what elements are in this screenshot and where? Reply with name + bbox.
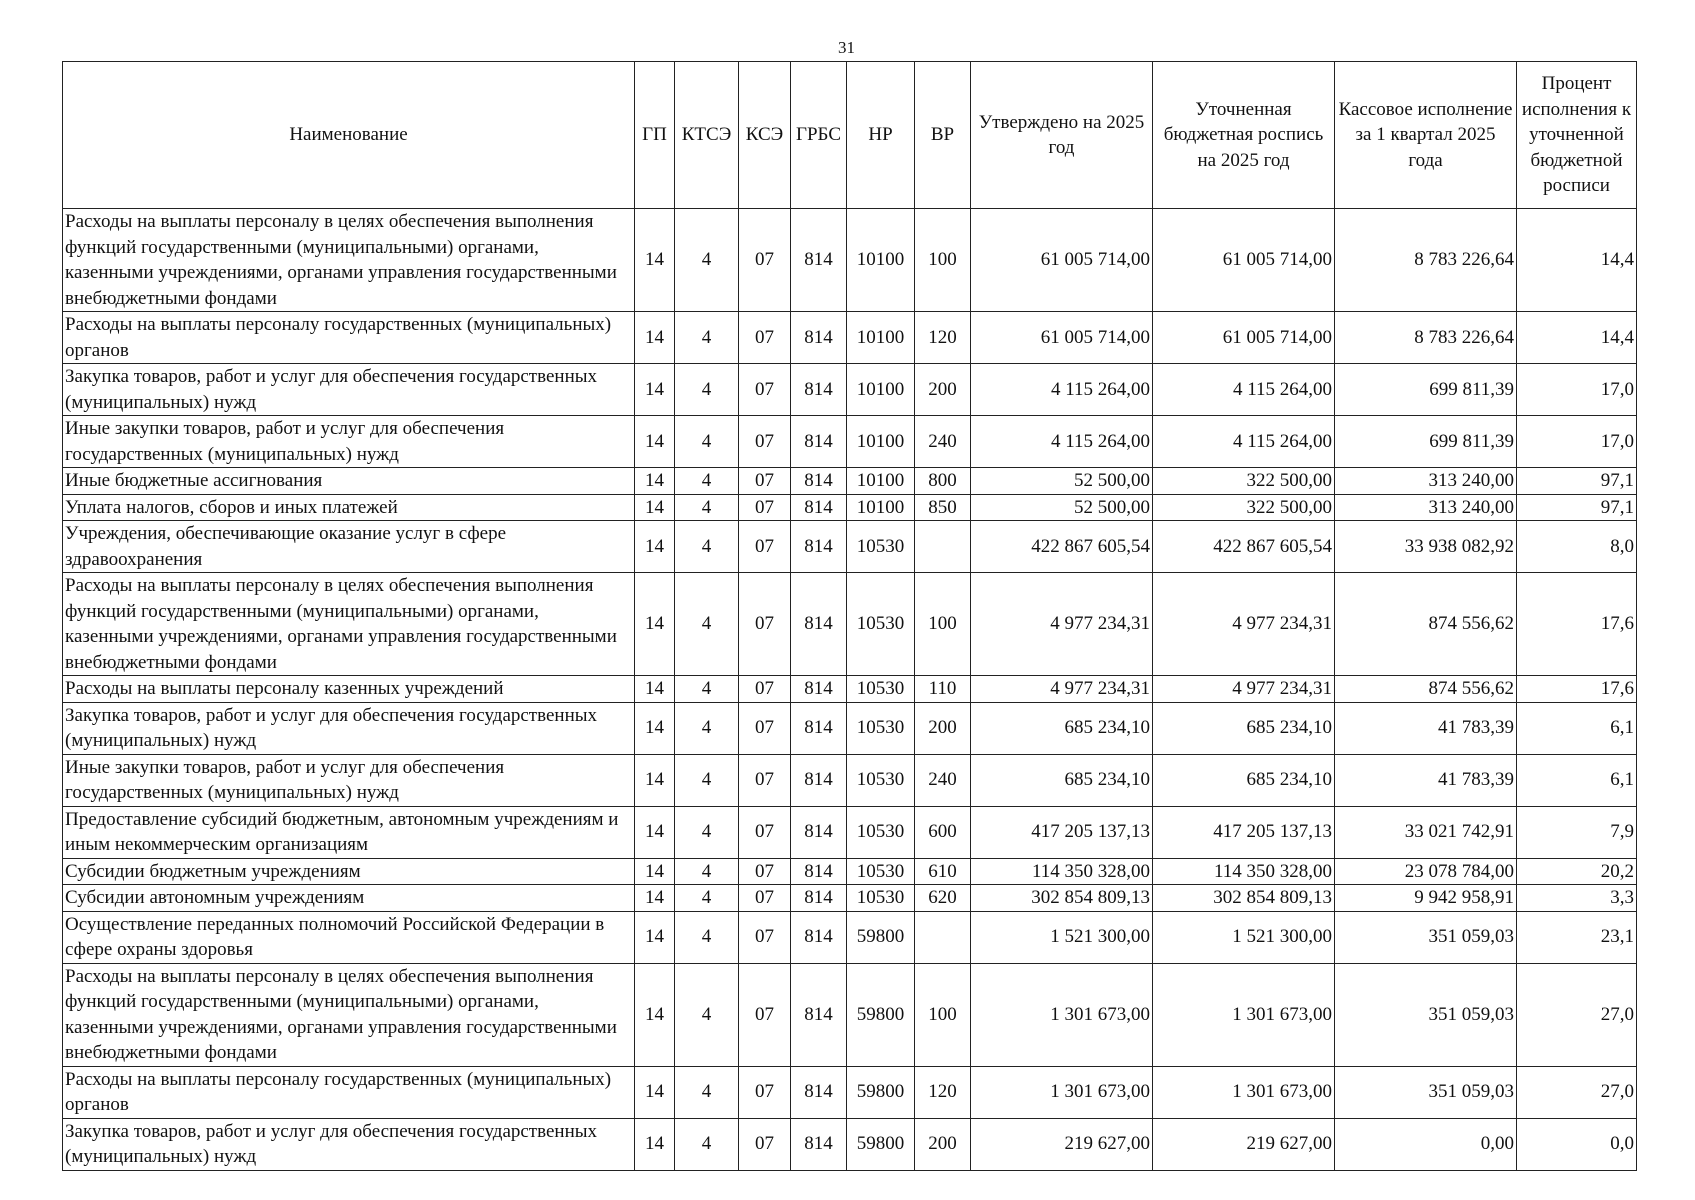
row-gp-cell: 14 <box>635 468 675 495</box>
row-refined-cell: 417 205 137,13 <box>1153 806 1335 858</box>
row-cash-cell: 874 556,62 <box>1335 676 1517 703</box>
table-row <box>63 312 1637 364</box>
row-name-cell: Субсидии бюджетным учреждениям <box>63 858 635 885</box>
row-nr-cell: 10530 <box>847 573 915 676</box>
row-nr-cell: 10100 <box>847 468 915 495</box>
row-nr-cell: 10530 <box>847 521 915 573</box>
row-refined-cell: 1 301 673,00 <box>1153 1066 1335 1118</box>
row-grbs-cell: 814 <box>791 364 847 416</box>
row-approved-cell: 1 301 673,00 <box>971 1066 1153 1118</box>
row-vr-cell <box>915 521 971 573</box>
row-vr-cell: 600 <box>915 806 971 858</box>
row-approved-cell: 417 205 137,13 <box>971 806 1153 858</box>
row-cash-cell: 8 783 226,64 <box>1335 312 1517 364</box>
row-percent-cell: 3,3 <box>1517 885 1637 912</box>
header-nr: НР <box>847 62 915 209</box>
row-cash-cell: 699 811,39 <box>1335 364 1517 416</box>
row-grbs-cell: 814 <box>791 416 847 468</box>
row-percent-cell: 23,1 <box>1517 911 1637 963</box>
row-refined-cell: 61 005 714,00 <box>1153 209 1335 312</box>
row-percent-cell: 97,1 <box>1517 468 1637 495</box>
row-cash-cell: 8 783 226,64 <box>1335 209 1517 312</box>
row-kse-cell: 07 <box>739 1118 791 1170</box>
row-gp-cell: 14 <box>635 1118 675 1170</box>
row-kse-cell: 07 <box>739 209 791 312</box>
row-ktse-cell: 4 <box>675 885 739 912</box>
row-ktse-cell: 4 <box>675 806 739 858</box>
row-grbs-cell: 814 <box>791 468 847 495</box>
row-kse-cell: 07 <box>739 806 791 858</box>
row-cash-cell: 351 059,03 <box>1335 963 1517 1066</box>
row-kse-cell: 07 <box>739 885 791 912</box>
row-approved-cell: 52 500,00 <box>971 494 1153 521</box>
row-grbs-cell: 814 <box>791 209 847 312</box>
row-ktse-cell: 4 <box>675 858 739 885</box>
table-row <box>63 1066 1637 1118</box>
table-row <box>63 468 1637 495</box>
row-name-cell: Расходы на выплаты персоналу в целях обеспечения выполнения функций государственными (муниципальными) органами, казенными учреждениями, органами управления государственными внебюджетными фондами <box>63 573 635 676</box>
row-cash-cell: 41 783,39 <box>1335 754 1517 806</box>
row-approved-cell: 4 977 234,31 <box>971 573 1153 676</box>
row-gp-cell: 14 <box>635 1066 675 1118</box>
row-grbs-cell: 814 <box>791 312 847 364</box>
row-percent-cell: 14,4 <box>1517 209 1637 312</box>
row-gp-cell: 14 <box>635 676 675 703</box>
row-approved-cell: 52 500,00 <box>971 468 1153 495</box>
row-nr-cell: 59800 <box>847 1066 915 1118</box>
row-refined-cell: 4 115 264,00 <box>1153 364 1335 416</box>
row-percent-cell: 20,2 <box>1517 858 1637 885</box>
header-ktse: КТСЭ <box>675 62 739 209</box>
row-percent-cell: 17,0 <box>1517 364 1637 416</box>
row-kse-cell: 07 <box>739 911 791 963</box>
header-refined: Уточненная бюджетная роспись на 2025 год <box>1153 62 1335 209</box>
row-approved-cell: 61 005 714,00 <box>971 209 1153 312</box>
row-nr-cell: 10100 <box>847 494 915 521</box>
table-row <box>63 573 1637 676</box>
row-kse-cell: 07 <box>739 676 791 703</box>
row-kse-cell: 07 <box>739 1066 791 1118</box>
row-vr-cell: 100 <box>915 209 971 312</box>
page-number: 31 <box>838 38 855 57</box>
row-approved-cell: 219 627,00 <box>971 1118 1153 1170</box>
row-kse-cell: 07 <box>739 573 791 676</box>
row-approved-cell: 1 521 300,00 <box>971 911 1153 963</box>
row-kse-cell: 07 <box>739 312 791 364</box>
table-row <box>63 911 1637 963</box>
row-vr-cell <box>915 911 971 963</box>
row-cash-cell: 9 942 958,91 <box>1335 885 1517 912</box>
table-row <box>63 364 1637 416</box>
table-body <box>63 209 1637 1171</box>
row-grbs-cell: 814 <box>791 676 847 703</box>
row-grbs-cell: 814 <box>791 702 847 754</box>
row-gp-cell: 14 <box>635 963 675 1066</box>
row-name-cell: Расходы на выплаты персоналу казенных учреждений <box>63 676 635 703</box>
row-vr-cell: 200 <box>915 702 971 754</box>
row-gp-cell: 14 <box>635 911 675 963</box>
table-row <box>63 885 1637 912</box>
row-ktse-cell: 4 <box>675 521 739 573</box>
row-nr-cell: 59800 <box>847 1118 915 1170</box>
row-nr-cell: 10100 <box>847 209 915 312</box>
row-approved-cell: 114 350 328,00 <box>971 858 1153 885</box>
row-refined-cell: 219 627,00 <box>1153 1118 1335 1170</box>
row-ktse-cell: 4 <box>675 1066 739 1118</box>
row-ktse-cell: 4 <box>675 911 739 963</box>
row-vr-cell: 100 <box>915 963 971 1066</box>
row-vr-cell: 800 <box>915 468 971 495</box>
row-ktse-cell: 4 <box>675 702 739 754</box>
table-row <box>63 1118 1637 1170</box>
row-refined-cell: 114 350 328,00 <box>1153 858 1335 885</box>
row-name-cell: Уплата налогов, сборов и иных платежей <box>63 494 635 521</box>
row-ktse-cell: 4 <box>675 364 739 416</box>
row-refined-cell: 685 234,10 <box>1153 702 1335 754</box>
row-gp-cell: 14 <box>635 573 675 676</box>
row-ktse-cell: 4 <box>675 573 739 676</box>
row-nr-cell: 10530 <box>847 885 915 912</box>
row-percent-cell: 27,0 <box>1517 963 1637 1066</box>
row-refined-cell: 422 867 605,54 <box>1153 521 1335 573</box>
table-row <box>63 754 1637 806</box>
row-nr-cell: 10530 <box>847 754 915 806</box>
row-cash-cell: 313 240,00 <box>1335 468 1517 495</box>
table-row <box>63 494 1637 521</box>
row-vr-cell: 120 <box>915 312 971 364</box>
row-vr-cell: 120 <box>915 1066 971 1118</box>
row-vr-cell: 610 <box>915 858 971 885</box>
row-ktse-cell: 4 <box>675 676 739 703</box>
row-percent-cell: 0,0 <box>1517 1118 1637 1170</box>
table-row <box>63 858 1637 885</box>
row-vr-cell: 100 <box>915 573 971 676</box>
row-vr-cell: 240 <box>915 416 971 468</box>
row-nr-cell: 59800 <box>847 911 915 963</box>
row-name-cell: Иные бюджетные ассигнования <box>63 468 635 495</box>
row-cash-cell: 33 021 742,91 <box>1335 806 1517 858</box>
row-vr-cell: 200 <box>915 1118 971 1170</box>
row-gp-cell: 14 <box>635 364 675 416</box>
row-grbs-cell: 814 <box>791 573 847 676</box>
row-percent-cell: 17,6 <box>1517 573 1637 676</box>
row-kse-cell: 07 <box>739 416 791 468</box>
row-gp-cell: 14 <box>635 806 675 858</box>
table-row <box>63 676 1637 703</box>
row-nr-cell: 59800 <box>847 963 915 1066</box>
header-name: Наименование <box>63 62 635 209</box>
row-nr-cell: 10530 <box>847 858 915 885</box>
row-name-cell: Предоставление субсидий бюджетным, автономным учреждениям и иным некоммерческим организациям <box>63 806 635 858</box>
row-percent-cell: 97,1 <box>1517 494 1637 521</box>
row-name-cell: Закупка товаров, работ и услуг для обеспечения государственных (муниципальных) нужд <box>63 702 635 754</box>
row-ktse-cell: 4 <box>675 468 739 495</box>
row-cash-cell: 699 811,39 <box>1335 416 1517 468</box>
row-approved-cell: 302 854 809,13 <box>971 885 1153 912</box>
row-kse-cell: 07 <box>739 754 791 806</box>
row-approved-cell: 4 977 234,31 <box>971 676 1153 703</box>
row-kse-cell: 07 <box>739 364 791 416</box>
row-ktse-cell: 4 <box>675 1118 739 1170</box>
header-kse: КСЭ <box>739 62 791 209</box>
row-grbs-cell: 814 <box>791 1066 847 1118</box>
row-approved-cell: 4 115 264,00 <box>971 416 1153 468</box>
table-row <box>63 209 1637 312</box>
row-nr-cell: 10530 <box>847 806 915 858</box>
row-gp-cell: 14 <box>635 885 675 912</box>
row-approved-cell: 685 234,10 <box>971 754 1153 806</box>
header-vr: ВР <box>915 62 971 209</box>
row-kse-cell: 07 <box>739 963 791 1066</box>
row-percent-cell: 8,0 <box>1517 521 1637 573</box>
row-nr-cell: 10100 <box>847 312 915 364</box>
header-approved: Утверждено на 2025 год <box>971 62 1153 209</box>
row-ktse-cell: 4 <box>675 312 739 364</box>
row-grbs-cell: 814 <box>791 911 847 963</box>
row-refined-cell: 61 005 714,00 <box>1153 312 1335 364</box>
header-gp: ГП <box>635 62 675 209</box>
table-row <box>63 963 1637 1066</box>
row-ktse-cell: 4 <box>675 209 739 312</box>
row-approved-cell: 685 234,10 <box>971 702 1153 754</box>
row-refined-cell: 4 977 234,31 <box>1153 573 1335 676</box>
row-refined-cell: 1 521 300,00 <box>1153 911 1335 963</box>
row-name-cell: Расходы на выплаты персоналу государственных (муниципальных) органов <box>63 1066 635 1118</box>
row-percent-cell: 6,1 <box>1517 754 1637 806</box>
row-name-cell: Субсидии автономным учреждениям <box>63 885 635 912</box>
row-percent-cell: 7,9 <box>1517 806 1637 858</box>
row-nr-cell: 10100 <box>847 364 915 416</box>
row-gp-cell: 14 <box>635 312 675 364</box>
row-cash-cell: 41 783,39 <box>1335 702 1517 754</box>
row-gp-cell: 14 <box>635 702 675 754</box>
row-ktse-cell: 4 <box>675 754 739 806</box>
row-cash-cell: 23 078 784,00 <box>1335 858 1517 885</box>
row-grbs-cell: 814 <box>791 1118 847 1170</box>
row-cash-cell: 313 240,00 <box>1335 494 1517 521</box>
row-percent-cell: 17,0 <box>1517 416 1637 468</box>
row-grbs-cell: 814 <box>791 494 847 521</box>
row-grbs-cell: 814 <box>791 806 847 858</box>
row-nr-cell: 10530 <box>847 676 915 703</box>
row-percent-cell: 6,1 <box>1517 702 1637 754</box>
row-name-cell: Закупка товаров, работ и услуг для обеспечения государственных (муниципальных) нужд <box>63 364 635 416</box>
row-vr-cell: 240 <box>915 754 971 806</box>
row-grbs-cell: 814 <box>791 754 847 806</box>
row-percent-cell: 17,6 <box>1517 676 1637 703</box>
row-refined-cell: 1 301 673,00 <box>1153 963 1335 1066</box>
table-row <box>63 702 1637 754</box>
row-gp-cell: 14 <box>635 858 675 885</box>
row-nr-cell: 10530 <box>847 702 915 754</box>
row-approved-cell: 61 005 714,00 <box>971 312 1153 364</box>
row-name-cell: Расходы на выплаты персоналу в целях обеспечения выполнения функций государственными (муниципальными) органами, казенными учреждениями, органами управления государственными внебюджетными фондами <box>63 209 635 312</box>
row-approved-cell: 1 301 673,00 <box>971 963 1153 1066</box>
row-refined-cell: 322 500,00 <box>1153 494 1335 521</box>
row-refined-cell: 685 234,10 <box>1153 754 1335 806</box>
row-gp-cell: 14 <box>635 209 675 312</box>
row-grbs-cell: 814 <box>791 963 847 1066</box>
row-gp-cell: 14 <box>635 754 675 806</box>
row-name-cell: Расходы на выплаты персоналу государственных (муниципальных) органов <box>63 312 635 364</box>
row-grbs-cell: 814 <box>791 521 847 573</box>
table-header-row <box>63 62 1637 209</box>
row-approved-cell: 4 115 264,00 <box>971 364 1153 416</box>
row-name-cell: Учреждения, обеспечивающие оказание услуг в сфере здравоохранения <box>63 521 635 573</box>
row-percent-cell: 14,4 <box>1517 312 1637 364</box>
header-cash: Кассовое исполнение за 1 квартал 2025 года <box>1335 62 1517 209</box>
row-gp-cell: 14 <box>635 494 675 521</box>
table-row <box>63 521 1637 573</box>
row-cash-cell: 874 556,62 <box>1335 573 1517 676</box>
row-kse-cell: 07 <box>739 468 791 495</box>
row-ktse-cell: 4 <box>675 416 739 468</box>
row-percent-cell: 27,0 <box>1517 1066 1637 1118</box>
row-refined-cell: 302 854 809,13 <box>1153 885 1335 912</box>
row-ktse-cell: 4 <box>675 963 739 1066</box>
row-kse-cell: 07 <box>739 494 791 521</box>
row-nr-cell: 10100 <box>847 416 915 468</box>
row-kse-cell: 07 <box>739 702 791 754</box>
header-percent: Процент исполнения к уточненной бюджетной росписи <box>1517 62 1637 209</box>
row-cash-cell: 351 059,03 <box>1335 1066 1517 1118</box>
row-name-cell: Иные закупки товаров, работ и услуг для обеспечения государственных (муниципальных) нужд <box>63 754 635 806</box>
row-vr-cell: 620 <box>915 885 971 912</box>
row-approved-cell: 422 867 605,54 <box>971 521 1153 573</box>
table-row <box>63 416 1637 468</box>
row-kse-cell: 07 <box>739 521 791 573</box>
row-cash-cell: 33 938 082,92 <box>1335 521 1517 573</box>
row-name-cell: Осуществление переданных полномочий Российской Федерации в сфере охраны здоровья <box>63 911 635 963</box>
header-grbs: ГРБС <box>791 62 847 209</box>
table-row <box>63 806 1637 858</box>
row-vr-cell: 200 <box>915 364 971 416</box>
row-grbs-cell: 814 <box>791 885 847 912</box>
row-cash-cell: 351 059,03 <box>1335 911 1517 963</box>
row-name-cell: Расходы на выплаты персоналу в целях обеспечения выполнения функций государственными (муниципальными) органами, казенными учреждениями, органами управления государственными внебюджетными фондами <box>63 963 635 1066</box>
row-gp-cell: 14 <box>635 416 675 468</box>
row-refined-cell: 4 115 264,00 <box>1153 416 1335 468</box>
budget-table <box>62 61 1637 1171</box>
row-ktse-cell: 4 <box>675 494 739 521</box>
row-name-cell: Иные закупки товаров, работ и услуг для обеспечения государственных (муниципальных) нужд <box>63 416 635 468</box>
row-refined-cell: 4 977 234,31 <box>1153 676 1335 703</box>
row-refined-cell: 322 500,00 <box>1153 468 1335 495</box>
row-gp-cell: 14 <box>635 521 675 573</box>
row-kse-cell: 07 <box>739 858 791 885</box>
row-vr-cell: 110 <box>915 676 971 703</box>
row-grbs-cell: 814 <box>791 858 847 885</box>
row-cash-cell: 0,00 <box>1335 1118 1517 1170</box>
row-vr-cell: 850 <box>915 494 971 521</box>
row-name-cell: Закупка товаров, работ и услуг для обеспечения государственных (муниципальных) нужд <box>63 1118 635 1170</box>
